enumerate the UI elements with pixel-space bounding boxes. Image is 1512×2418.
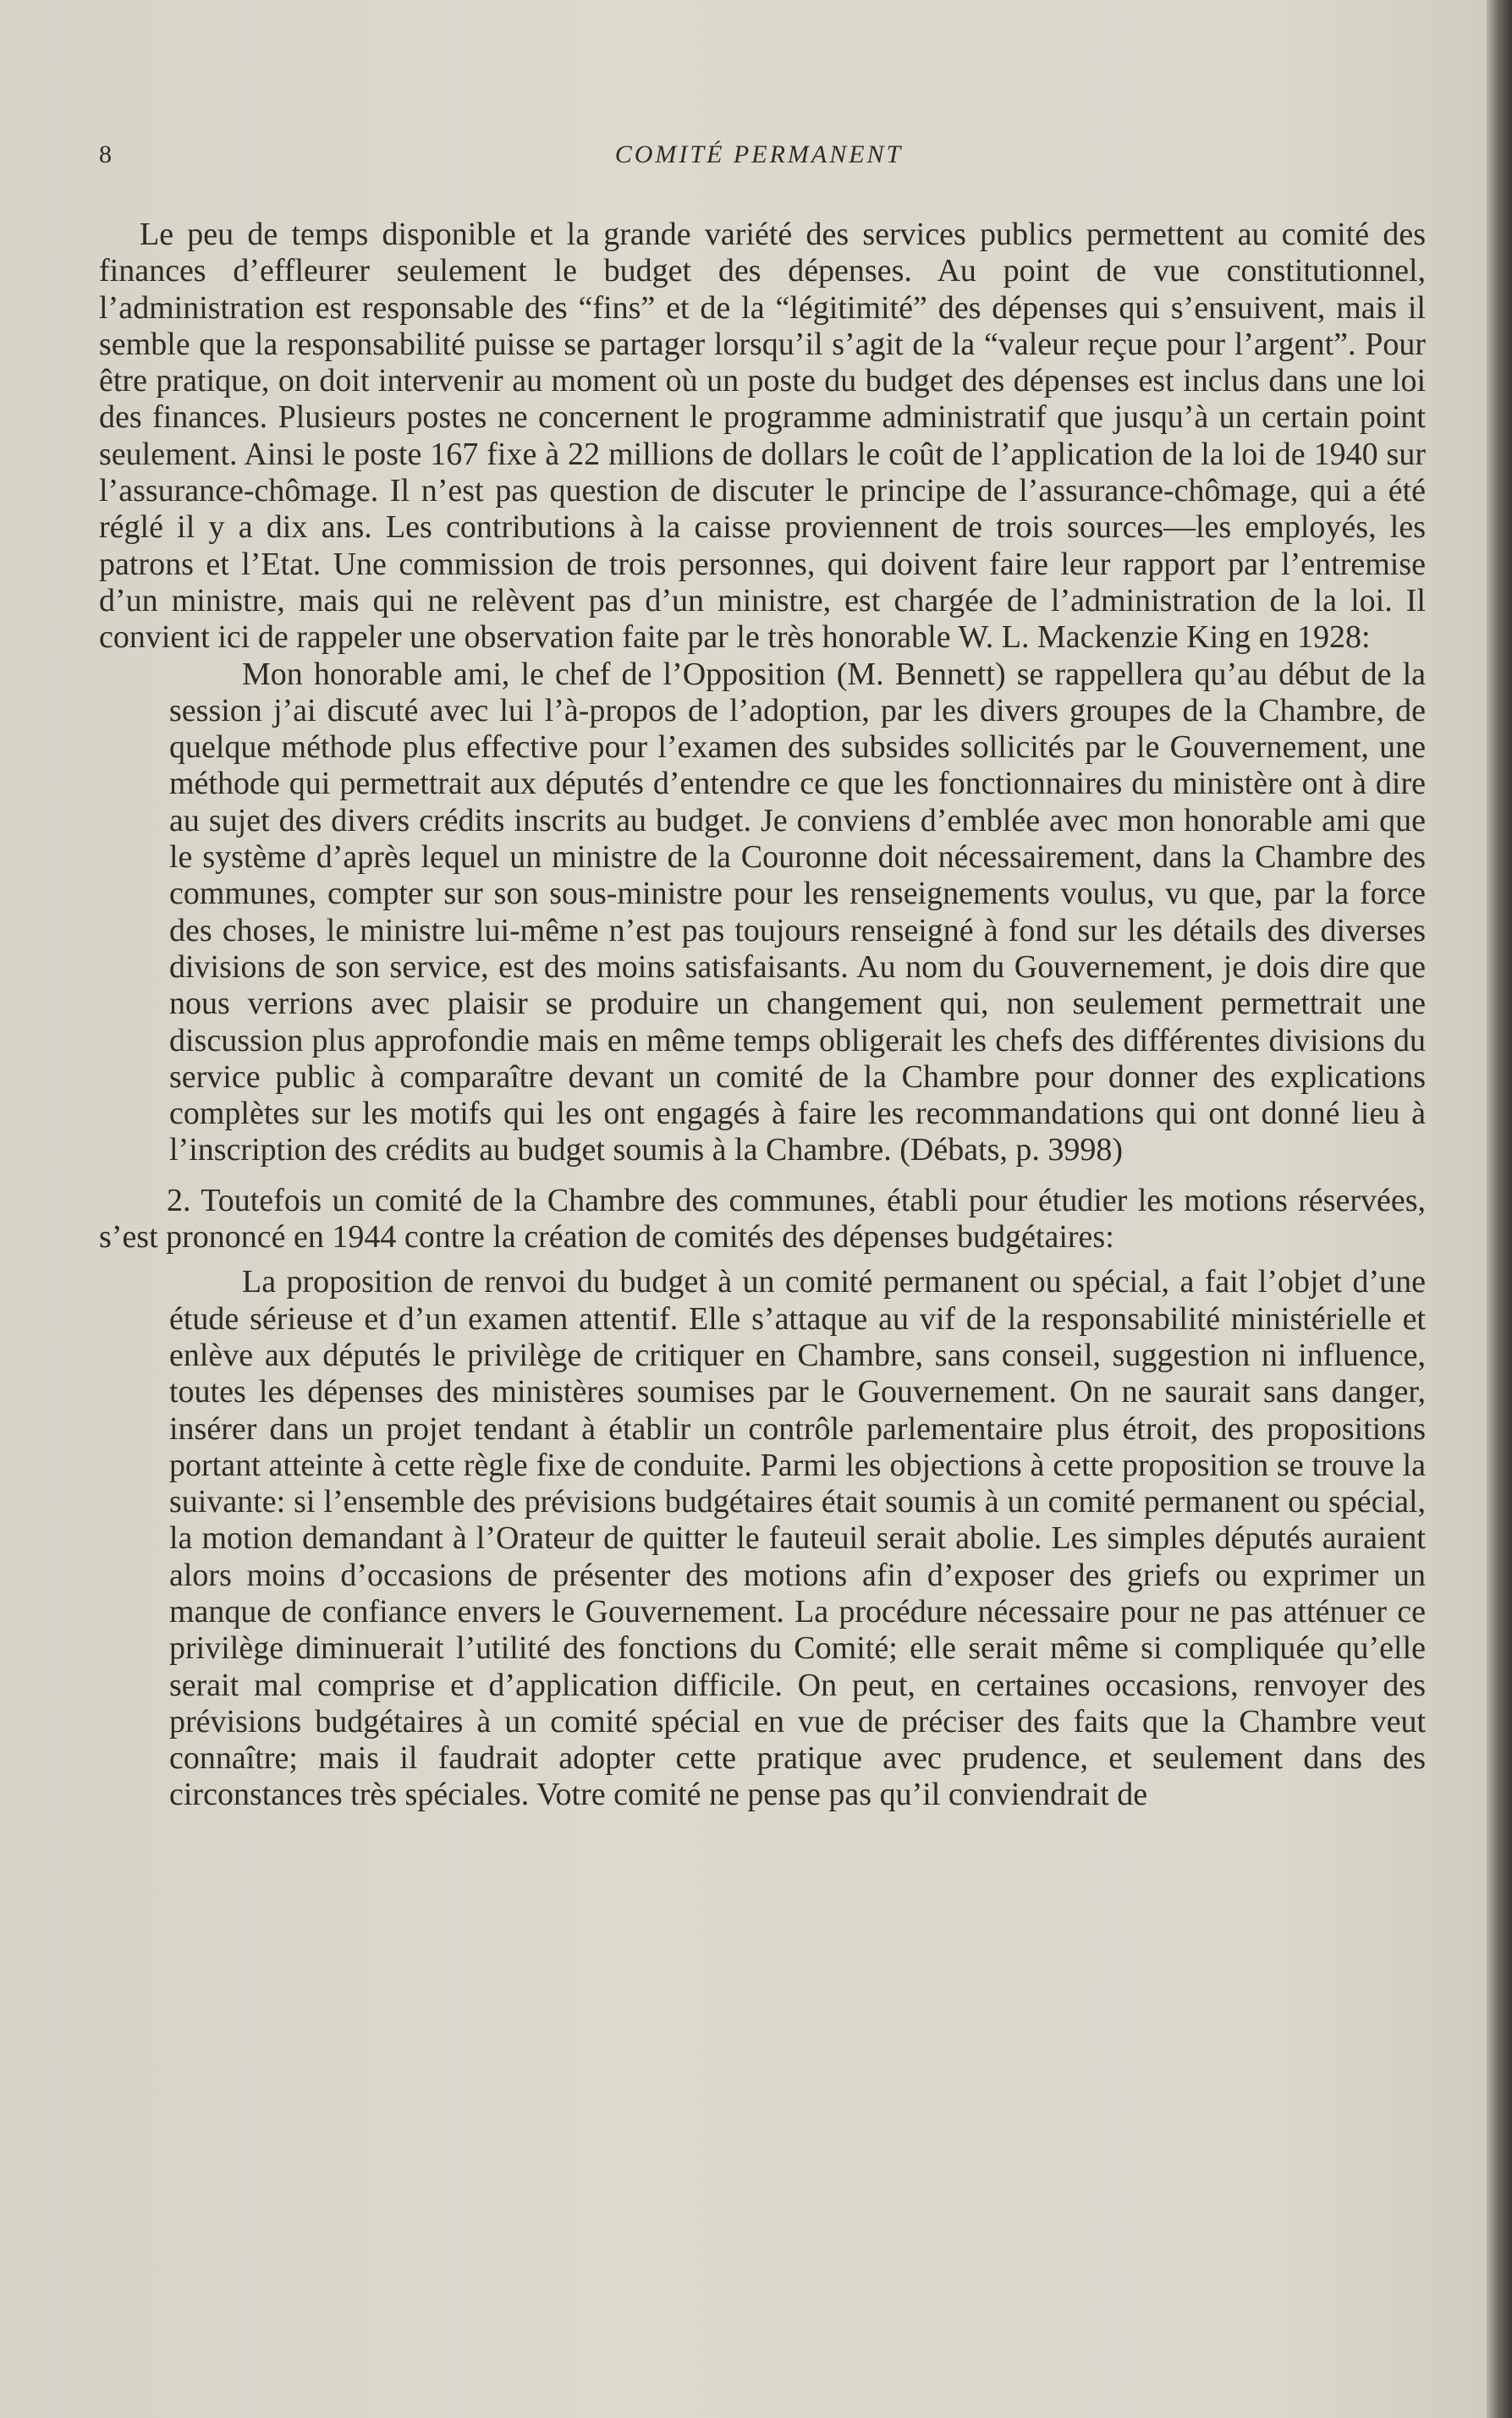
paragraph-budget-review: Le peu de temps disponible et la grande variété des services publics permettent au comité des finances d’effleurer seulement le budget des dépenses. Au point de vue constitutionnel, l’administration est responsable des “fins” et de la “légitimité” des dépenses qui s’ensuivent, mais il semble que la responsabilité puisse se partager lorsqu’il s’agit de la “valeur reçue pour l’argent”. Pour être pratique, on doit intervenir au moment où un poste du budget des dépenses est inclus dans une loi des finances. Plusieurs postes ne concernent le programme administratif que jusqu’à un certain point seulement. Ainsi le poste 167 fixe à 22 millions de dollars le coût de l’application de la loi de 1940 sur l’assurance-chômage. Il n’est pas question de discuter le principe de l’assurance-chômage, qui a été réglé il y a dix ans. Les contributions à la caisse proviennent de trois sources—les employés, les patrons et l’Etat. Une commission de trois personnes, qui doivent faire leur rapport par l’entremise d’un ministre, mais qui ne relèvent pas d’un ministre, est chargée de l’administration de la loi. Il convient ici de rappeler une observation faite par le très honorable W. L. Mackenzie King en 1928: (99, 217, 1426, 656)
page-number: 8 (99, 140, 113, 168)
body-text (99, 217, 1426, 1814)
page-header (99, 140, 1419, 179)
quote-committee-report: La proposition de renvoi du budget à un comité permanent ou spécial, a fait l’objet d’une étude sérieuse et d’un examen attentif. Elle s’attaque au vif de la responsabilité ministérielle et enlève aux députés le privilège de critiquer en Chambre, sans conseil, suggestion ni influence, toutes les dépenses des ministères soumises par le Gouvernement. On ne saurait sans danger, insérer dans un projet tendant à établir un contrôle parlementaire plus étroit, des propositions portant atteinte à cette règle fixe de conduite. Parmi les objections à cette proposition se trouve la suivante: si l’ensemble des prévisions budgétaires était soumis à un comité permanent ou spécial, la motion demandant à l’Orateur de quitter le fauteuil serait abolie. Les simples députés auraient alors moins d’occasions de présenter des motions afin d’exposer des griefs ou exprimer un manque de confiance envers le Gouvernement. La procédure nécessaire pour ne pas atténuer ce privilège diminuerait l’utilité des fonctions du Comité; elle serait même si compliquée qu’elle serait mal comprise et d’application difficile. On peut, en certaines occasions, renvoyer des prévisions budgétaires à un comité spécial en vue de préciser des faits que la Chambre veut connaître; mais il faudrait adopter cette pratique avec prudence, et seulement dans des circonstances très spéciales. Votre comité ne pense pas qu’il conviendrait de (169, 1264, 1426, 1813)
running-title: COMITÉ PERMANENT (614, 140, 904, 168)
paragraph-2-committee-1944: 2. Toutefois un comité de la Chambre des communes, établi pour étudier les motions réservées, s’est prononcé en 1944 contre la création de comités des dépenses budgétaires: (99, 1182, 1426, 1256)
quote-mackenzie-king: Mon honorable ami, le chef de l’Opposition (M. Bennett) se rappellera qu’au début de la session j’ai discuté avec lui l’à-propos de l’adoption, par les divers groupes de la Chambre, de quelque méthode plus effective pour l’examen des subsides sollicités par le Gouvernement, une méthode qui permettrait aux députés d’entendre ce que les fonctionnaires du ministère ont à dire au sujet des divers crédits inscrits au budget. Je conviens d’emblée avec mon honorable ami que le système d’après lequel un ministre de la Couronne doit nécessairement, dans la Chambre des communes, compter sur son sous-ministre pour les renseignements voulus, vu que, par la force des choses, le ministre lui-même n’est pas toujours renseigné à fond sur les détails des diverses divisions de son service, est des moins satisfaisants. Au nom du Gouvernement, je dois dire que nous verrions avec plaisir se produire un changement qui, non seulement permettrait une discussion plus approfondie mais en même temps obligerait les chefs des différentes divisions du service public à comparaître devant un comité de la Chambre pour donner des explications complètes sur les motifs qui les ont engagés à faire les recommandations qui ont donné lieu à l’inscription des crédits au budget soumis à la Chambre. (Débats, p. 3998) (169, 656, 1426, 1168)
page-binding-edge (1487, 0, 1512, 2418)
